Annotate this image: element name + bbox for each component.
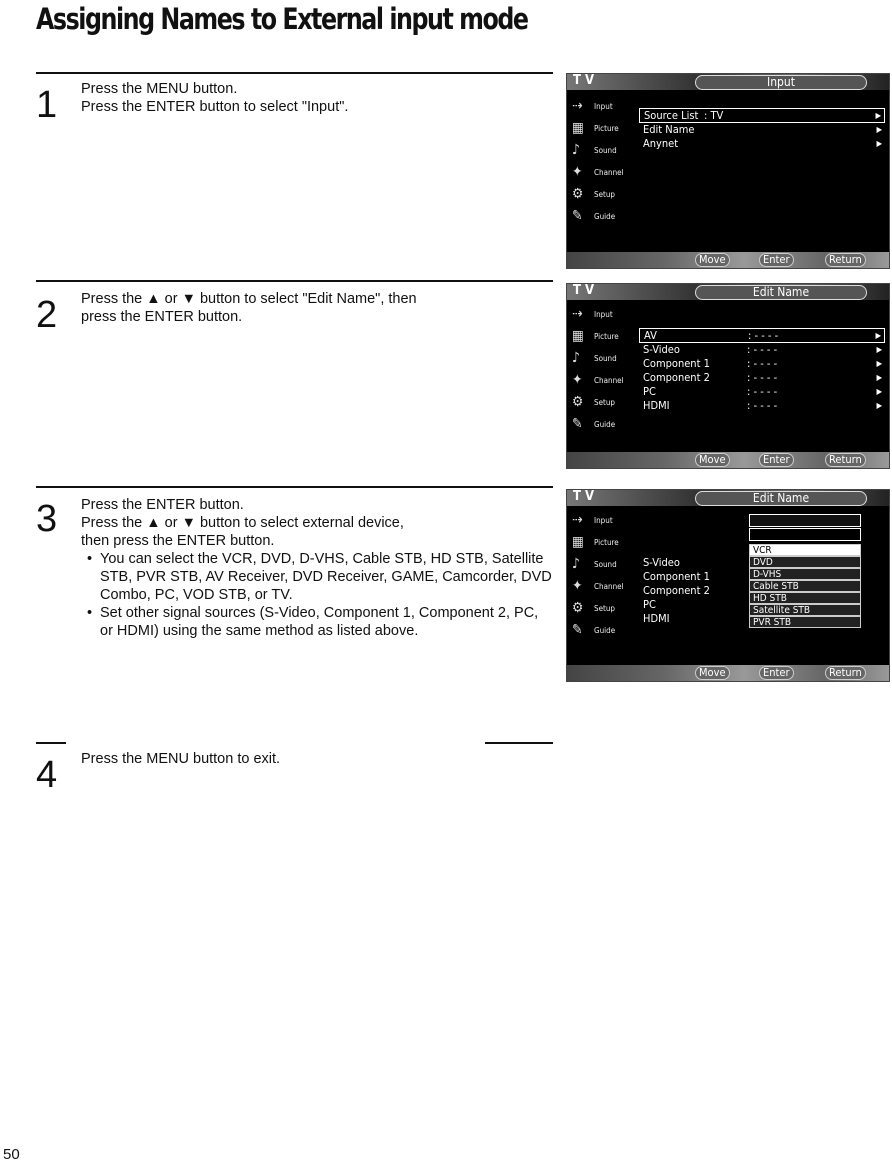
menu-row-component-1: Component 1	[643, 570, 710, 583]
page-title: Assigning Names to External input mode	[36, 2, 528, 36]
menu-row-component-2	[639, 371, 885, 385]
hint-move: Move	[695, 666, 730, 680]
row-value: : TV	[704, 109, 724, 122]
osd-top-bar	[567, 284, 889, 300]
sidebar-item-sound	[569, 348, 639, 370]
hint-enter: Enter	[759, 453, 794, 467]
tv-screen-edit-name	[566, 283, 890, 469]
sidebar-label: Setup	[594, 398, 615, 407]
menu-row-anynet	[639, 137, 885, 151]
osd-top-bar	[567, 74, 889, 90]
sidebar-item-picture	[569, 532, 639, 554]
arrow-right-icon: ▶	[875, 111, 881, 120]
osd-hint-bar	[567, 665, 889, 681]
setup-icon: ⚙	[572, 186, 584, 202]
arrow-right-icon: ▶	[876, 359, 882, 368]
hint-move: Move	[695, 253, 730, 267]
arrow-right-icon: ▶	[876, 139, 882, 148]
step-3	[36, 486, 553, 726]
picture-icon: ▦	[572, 120, 584, 136]
step-text	[81, 750, 553, 768]
step-line: Press the MENU button to exit.	[81, 751, 281, 767]
sidebar-item-setup	[569, 392, 639, 414]
osd-menu-title: Edit Name	[695, 285, 867, 300]
menu-row-source-list	[639, 108, 885, 123]
channel-icon: ✦	[572, 164, 583, 180]
arrow-right-icon: ▶	[875, 331, 881, 340]
menu-row-hdmi: HDMI	[643, 612, 670, 625]
step-line: press the ENTER button.	[81, 309, 243, 325]
channel-icon: ✦	[572, 372, 583, 388]
arrow-right-icon: ▶	[876, 387, 882, 396]
device-field	[749, 528, 861, 541]
hint-return: Return	[825, 453, 866, 467]
row-value: : - - - -	[747, 343, 778, 356]
setup-icon: ⚙	[572, 394, 584, 410]
input-icon: ⇢	[572, 98, 583, 114]
step-text	[81, 80, 553, 116]
step-bullets	[81, 550, 553, 640]
guide-icon: ✎	[572, 622, 583, 638]
row-label: Edit Name	[643, 123, 695, 136]
sidebar-item-setup	[569, 184, 639, 206]
osd-menu-title: Input	[695, 75, 867, 90]
osd-menu-title: Edit Name	[695, 491, 867, 506]
page-number: 50	[3, 1146, 20, 1163]
sidebar-label: Input	[594, 516, 613, 525]
step-divider	[36, 72, 553, 74]
row-label: HDMI	[643, 399, 670, 412]
device-option: HD STB	[749, 592, 861, 604]
row-label: Component 2	[643, 371, 710, 384]
row-label: PC	[643, 385, 656, 398]
step-line: Press the MENU button.	[81, 81, 238, 97]
sidebar-label: Setup	[594, 604, 615, 613]
device-option: DVD	[749, 556, 861, 568]
sidebar-label: Picture	[594, 124, 619, 133]
device-option: PVR STB	[749, 616, 861, 628]
osd-top-bar	[567, 490, 889, 506]
sidebar-item-guide	[569, 414, 639, 436]
menu-row-av	[639, 328, 885, 343]
guide-icon: ✎	[572, 416, 583, 432]
hint-enter: Enter	[759, 253, 794, 267]
step-number: 1	[36, 84, 58, 126]
step-divider	[36, 486, 553, 488]
osd-sidebar	[569, 304, 639, 436]
step-line: Press the ▲ or ▼ button to select "Edit Name", then	[81, 291, 417, 307]
row-value: : - - - -	[747, 385, 778, 398]
input-icon: ⇢	[572, 512, 583, 528]
sidebar-label: Setup	[594, 190, 615, 199]
sidebar-item-input	[569, 510, 639, 532]
sidebar-label: Channel	[594, 168, 624, 177]
bullet-item: • Set other signal sources (S-Video, Component 1, Component 2, PC, or HDMI) using the same method as listed above.	[81, 604, 553, 640]
sidebar-label: Sound	[594, 146, 617, 155]
osd-hint-bar	[567, 452, 889, 468]
row-label: Anynet	[643, 137, 679, 150]
menu-row-component-1	[639, 357, 885, 371]
step-number: 3	[36, 498, 58, 540]
step-line: then press the ENTER button.	[81, 533, 275, 549]
sidebar-label: Guide	[594, 420, 616, 429]
row-label: S-Video	[643, 343, 680, 356]
hint-return: Return	[825, 666, 866, 680]
hint-return: Return	[825, 253, 866, 267]
device-option: Satellite STB	[749, 604, 861, 616]
hint-enter: Enter	[759, 666, 794, 680]
sidebar-label: Input	[594, 102, 613, 111]
sidebar-item-picture	[569, 326, 639, 348]
menu-row-component-2: Component 2	[643, 584, 710, 597]
row-label: Component 1	[643, 357, 710, 370]
step-4	[36, 742, 553, 802]
osd-sidebar	[569, 96, 639, 228]
sidebar-label: Sound	[594, 354, 617, 363]
tv-screen-edit-name-devices	[566, 489, 890, 682]
sidebar-item-guide	[569, 620, 639, 642]
sidebar-item-channel	[569, 576, 639, 598]
menu-row-s-video: S-Video	[643, 556, 680, 569]
sidebar-item-channel	[569, 162, 639, 184]
step-2	[36, 280, 553, 380]
step-number: 2	[36, 294, 58, 336]
menu-row-pc: PC	[643, 598, 656, 611]
device-option: D-VHS	[749, 568, 861, 580]
row-label: Source List	[644, 109, 699, 122]
guide-icon: ✎	[572, 208, 583, 224]
tv-label: T V	[573, 489, 595, 504]
step-line: Press the ENTER button.	[81, 497, 244, 513]
menu-row-edit-name	[639, 123, 885, 137]
osd-sidebar	[569, 510, 639, 642]
bullet-item: • You can select the VCR, DVD, D-VHS, Cable STB, HD STB, Satellite STB, PVR STB, AV Receiver, DVD Receiver, GAME, Camcorder, DVD Combo, PC, VOD STB, or TV.	[81, 550, 553, 604]
sidebar-item-picture	[569, 118, 639, 140]
sidebar-label: Picture	[594, 538, 619, 547]
arrow-right-icon: ▶	[876, 373, 882, 382]
step-text	[81, 496, 553, 640]
arrow-right-icon: ▶	[876, 125, 882, 134]
tv-label: T V	[573, 73, 595, 88]
step-text	[81, 290, 553, 326]
osd-menu-list	[639, 328, 885, 413]
osd-hint-bar	[567, 252, 889, 268]
sidebar-item-guide	[569, 206, 639, 228]
sidebar-item-input	[569, 96, 639, 118]
device-option: Cable STB	[749, 580, 861, 592]
step-line: Press the ENTER button to select "Input".	[81, 99, 349, 115]
picture-icon: ▦	[572, 328, 584, 344]
sidebar-item-sound	[569, 554, 639, 576]
sidebar-item-setup	[569, 598, 639, 620]
step-number: 4	[36, 754, 58, 796]
step-divider	[36, 280, 553, 282]
sound-icon: ♪	[572, 142, 581, 158]
row-value: : - - - -	[747, 399, 778, 412]
hint-move: Move	[695, 453, 730, 467]
sidebar-label: Channel	[594, 582, 624, 591]
sidebar-label: Picture	[594, 332, 619, 341]
sidebar-item-sound	[569, 140, 639, 162]
sidebar-label: Guide	[594, 626, 616, 635]
step-1	[36, 72, 553, 192]
menu-row-hdmi	[639, 399, 885, 413]
menu-row-pc	[639, 385, 885, 399]
sidebar-item-input	[569, 304, 639, 326]
setup-icon: ⚙	[572, 600, 584, 616]
input-icon: ⇢	[572, 306, 583, 322]
sidebar-item-channel	[569, 370, 639, 392]
sidebar-label: Input	[594, 310, 613, 319]
tv-screen-input-menu	[566, 73, 890, 269]
menu-row-s-video	[639, 343, 885, 357]
row-value: : - - - -	[747, 371, 778, 384]
row-label: AV	[644, 329, 657, 342]
sound-icon: ♪	[572, 556, 581, 572]
channel-icon: ✦	[572, 578, 583, 594]
row-value: : - - - -	[748, 329, 779, 342]
sidebar-label: Sound	[594, 560, 617, 569]
device-option: VCR	[749, 544, 861, 556]
sound-icon: ♪	[572, 350, 581, 366]
row-value: : - - - -	[747, 357, 778, 370]
device-field	[749, 514, 861, 527]
sidebar-label: Channel	[594, 376, 624, 385]
arrow-right-icon: ▶	[876, 345, 882, 354]
device-dropdown	[749, 514, 861, 628]
step-line: Press the ▲ or ▼ button to select external device,	[81, 515, 404, 531]
osd-menu-list	[639, 108, 885, 151]
sidebar-label: Guide	[594, 212, 616, 221]
tv-label: T V	[573, 283, 595, 298]
arrow-right-icon: ▶	[876, 401, 882, 410]
osd-menu-list	[639, 556, 739, 626]
picture-icon: ▦	[572, 534, 584, 550]
